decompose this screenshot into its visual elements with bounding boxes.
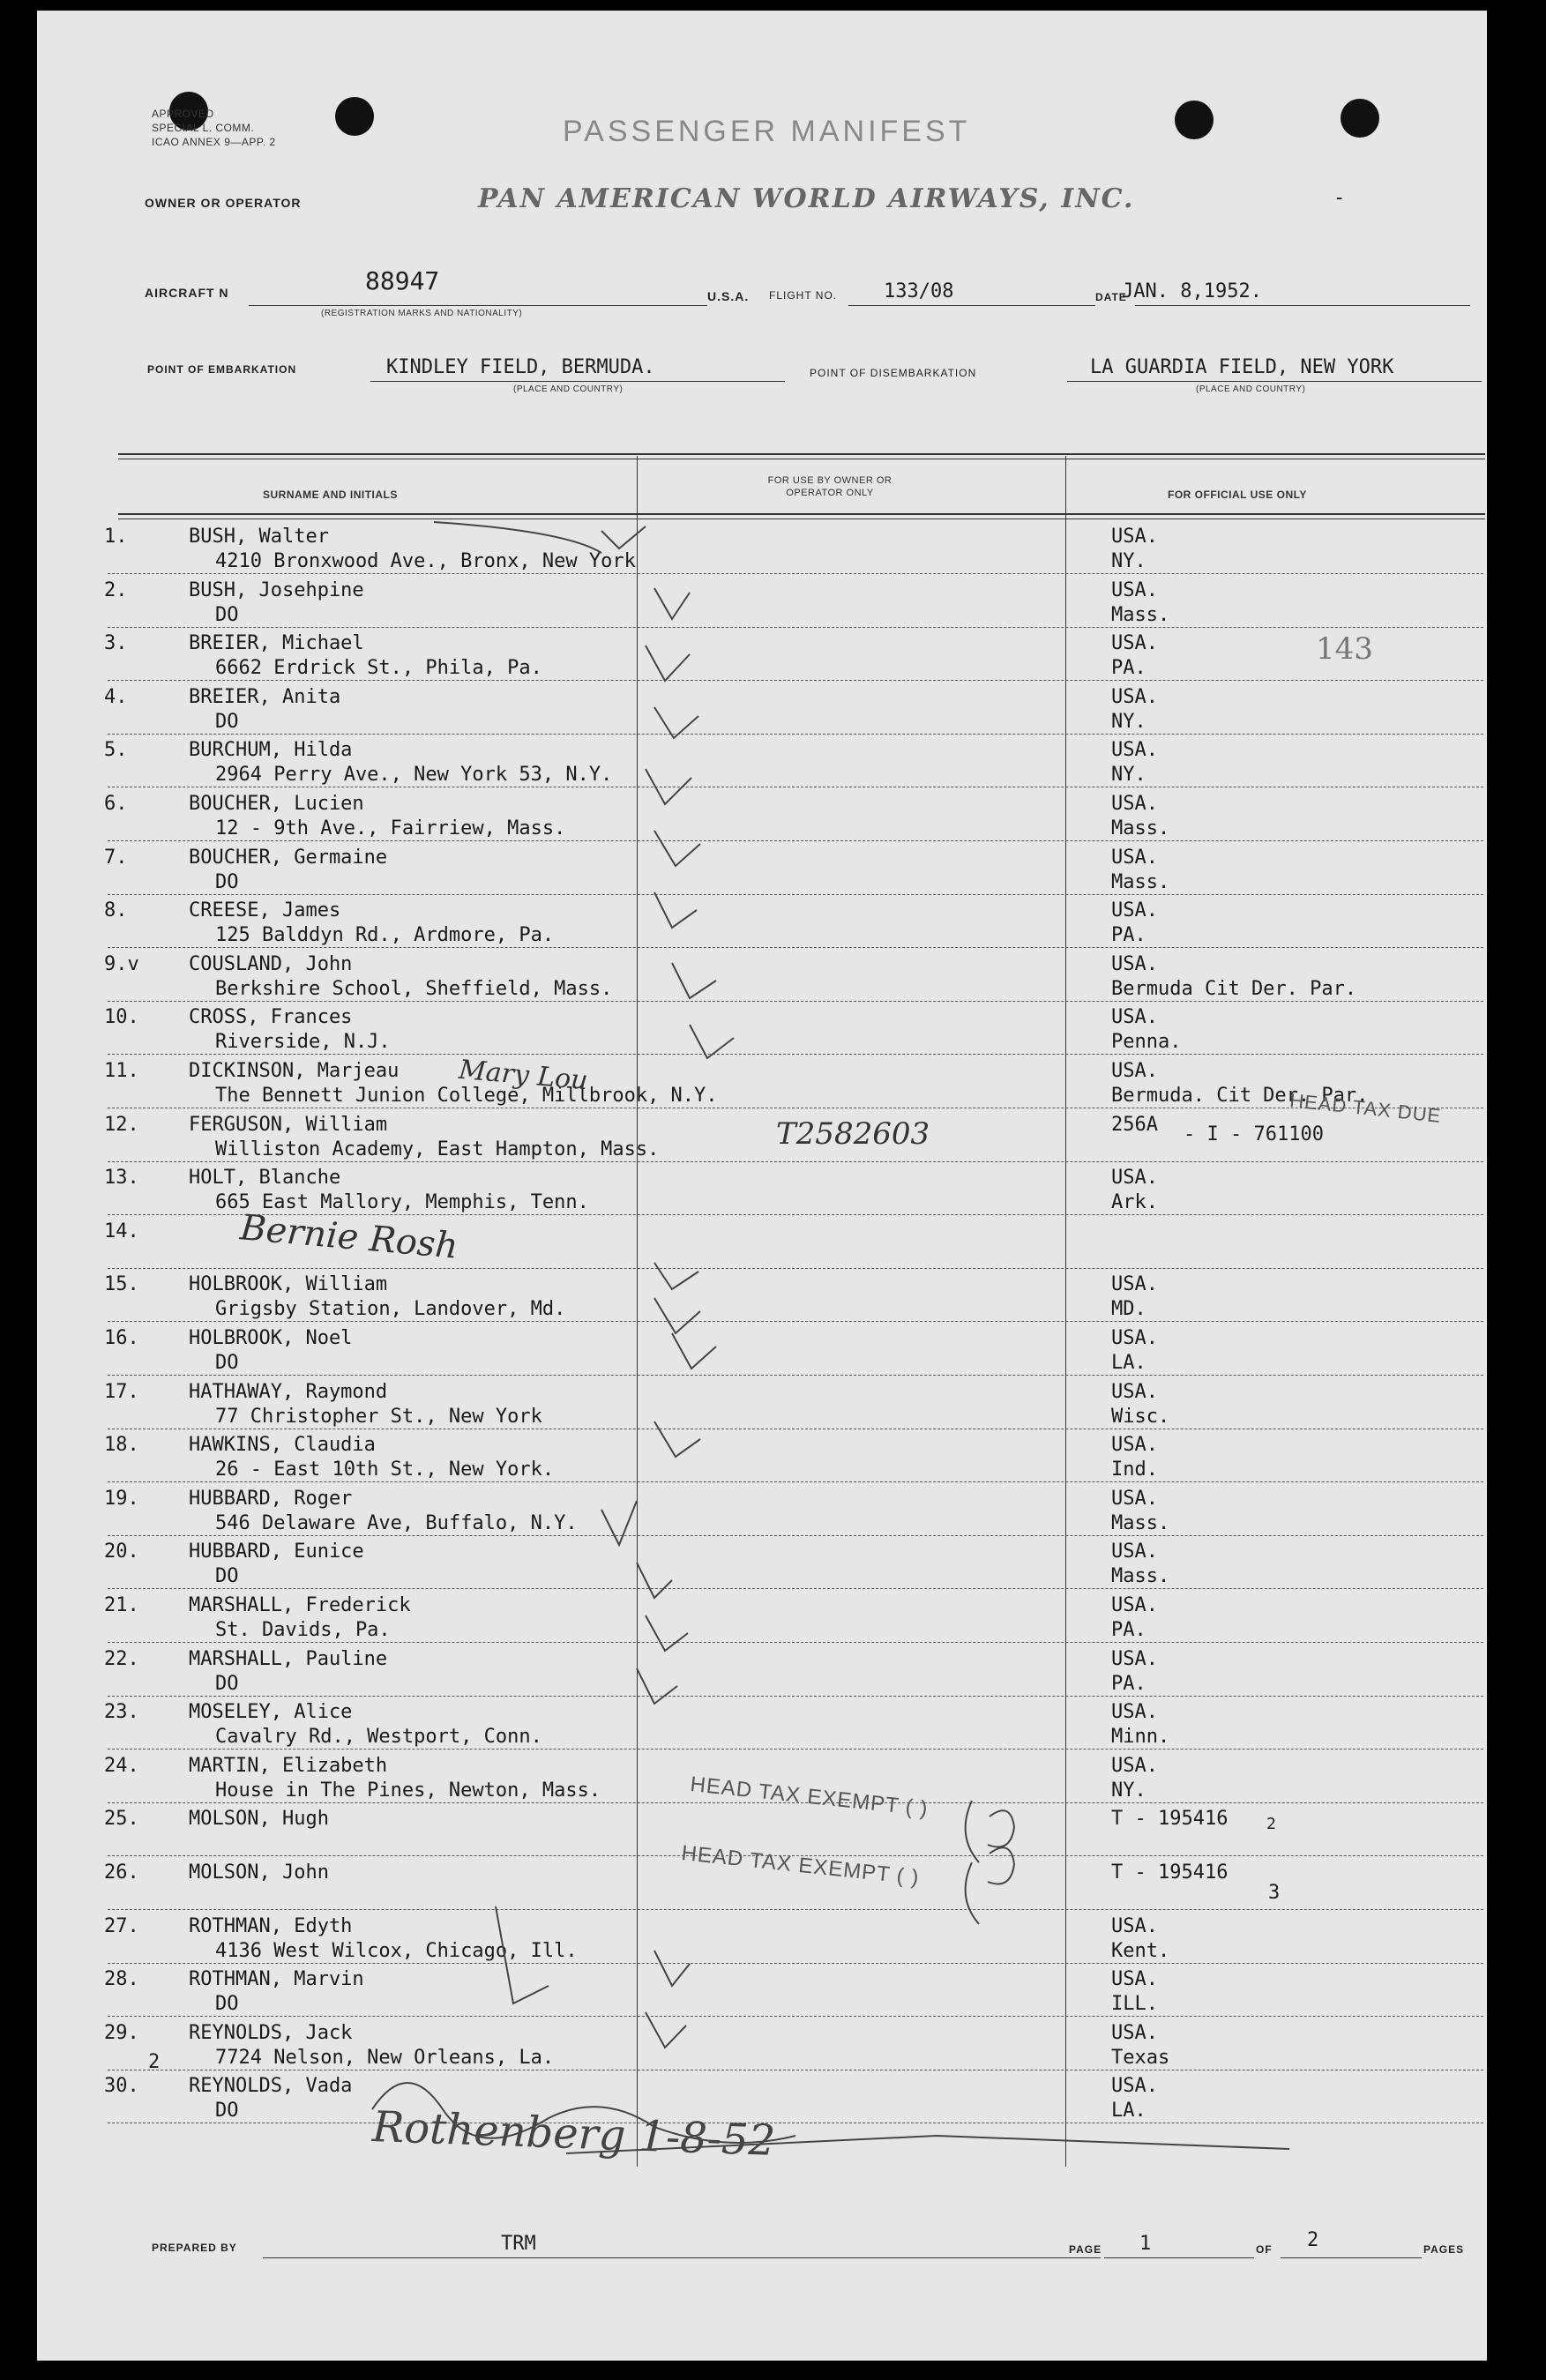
embarkation-value: KINDLEY FIELD, BERMUDA. [386,356,655,378]
passenger-nationality: USA. [1111,2021,1158,2044]
passenger-state: PA. [1111,1672,1146,1695]
passenger-name: COUSLAND, John [189,952,353,975]
col-header-owner-use: FOR USE BY OWNER OR OPERATOR ONLY [767,475,892,498]
passenger-number: 6. [104,793,128,815]
passenger-address: DO [215,1993,239,2016]
passenger-number: 30. [104,2075,139,2098]
row26-suffix: 3 [1268,1882,1281,1904]
passenger-name: MOLSON, Hugh [189,1808,329,1831]
sheet-number: 143 [1316,631,1373,667]
passenger-name: CROSS, Frances [189,1006,353,1029]
col-header-surname: SURNAME AND INITIALS [263,489,398,501]
passenger-nationality: USA. [1111,1647,1158,1670]
passenger-name: BUSH, Josehpine [189,578,364,601]
pages-total: 2 [1307,2229,1319,2251]
approval-line-1: APPROVED [152,108,214,120]
owner-value: PAN AMERICAN WORLD AIRWAYS, INC. [478,183,1135,214]
passenger-name: ROTHMAN, Edyth [189,1914,353,1937]
passenger-state: PA. [1111,1619,1146,1641]
owner-label: OWNER OR OPERATOR [145,196,302,210]
passenger-name: HUBBARD, Roger [189,1487,353,1510]
row11-handwritten: Mary Lou [457,1054,589,1097]
passenger-address: DO [215,603,239,626]
passenger-name: ROTHMAN, Marvin [189,1968,364,1991]
row14-handwritten: Bernie Rosh [238,1207,460,1267]
passenger-address: 12 - 9th Ave., Fairriew, Mass. [215,817,566,839]
row12-ticket: T2582603 [776,1116,930,1152]
passenger-name: HATHAWAY, Raymond [189,1380,388,1403]
head-tax-exempt-stamp-2: HEAD TAX EXEMPT ( ) [680,1840,921,1891]
page-label: PAGE [1069,2243,1102,2256]
handwritten-check-marks [37,11,1487,2361]
passenger-state: NY. [1111,1779,1146,1802]
passenger-state: Mass. [1111,817,1170,839]
passenger-nationality: USA. [1111,1006,1158,1029]
of-label: OF [1256,2243,1273,2256]
head-tax-exempt-stamp-1: HEAD TAX EXEMPT ( ) [689,1772,930,1822]
passenger-name: REYNOLDS, Jack [189,2021,353,2044]
passenger-address: DO [215,2100,239,2123]
approval-line-2: SPECIAL L. COMM. [152,122,255,134]
passenger-name: MOLSON, John [189,1861,329,1884]
passenger-address: The Bennett Junion College, Millbrook, N.Y. [215,1085,718,1107]
passenger-address: DO [215,1352,239,1374]
passenger-address: 6662 Erdrick St., Phila, Pa. [215,657,542,680]
passenger-nationality: USA. [1111,899,1158,922]
passenger-name: HAWKINS, Claudia [189,1434,376,1457]
passenger-address: Cavalry Rd., Westport, Conn. [215,1726,542,1749]
passenger-state: Penna. [1111,1031,1182,1054]
flight-date: JAN. 8,1952. [1122,280,1262,302]
passenger-state: Mass. [1111,1565,1170,1588]
usa-label: U.S.A. [707,289,750,303]
passenger-nationality: T - 195416 [1111,1861,1229,1884]
passenger-state: Minn. [1111,1726,1170,1749]
passenger-nationality: USA. [1111,1273,1158,1296]
passenger-address: Grigsby Station, Landover, Md. [215,1298,566,1321]
passenger-number: 22. [104,1647,139,1670]
passenger-name: HUBBARD, Eunice [189,1541,364,1563]
passenger-name: CREESE, James [189,899,341,922]
passenger-name: MARSHALL, Frederick [189,1594,411,1616]
passenger-number: 20. [104,1541,139,1563]
passenger-number: 5. [104,739,128,762]
passenger-number: 14. [104,1220,139,1242]
passenger-address: 2964 Perry Ave., New York 53, N.Y. [215,764,613,787]
passenger-nationality: USA. [1111,1434,1158,1457]
passenger-number: 2. [104,578,128,601]
passenger-nationality: USA. [1111,526,1158,548]
aircraft-label: AIRCRAFT N [145,286,229,300]
passenger-nationality: USA. [1111,1327,1158,1349]
row25-suffix: 2 [1266,1815,1276,1833]
passenger-state: NY. [1111,710,1146,733]
passenger-number: 19. [104,1487,139,1510]
passenger-number: 10. [104,1006,139,1029]
passenger-state: Texas [1111,2046,1170,2069]
passenger-nationality: USA. [1111,1968,1158,1991]
passenger-number: 17. [104,1380,139,1403]
passenger-address: DO [215,1565,239,1588]
passenger-nationality: USA. [1111,1167,1158,1190]
prepared-underline [263,2257,1101,2258]
passenger-state: LA. [1111,2100,1146,2123]
passenger-state: ILL. [1111,1993,1158,2016]
passenger-state: Wisc. [1111,1405,1170,1428]
passenger-nationality: USA. [1111,1594,1158,1616]
passenger-state: PA. [1111,657,1146,680]
passenger-name: FERGUSON, William [189,1113,388,1136]
passenger-address: Berkshire School, Sheffield, Mass. [215,977,613,1000]
passenger-number: 11. [104,1060,139,1082]
passenger-number: 9.v [104,952,139,975]
passenger-state: NY. [1111,550,1146,572]
passenger-number: 12. [104,1113,139,1136]
passenger-name: BURCHUM, Hilda [189,739,353,762]
passenger-state: Ark. [1111,1191,1158,1214]
passenger-name: BOUCHER, Germaine [189,846,388,869]
passenger-state: Bermuda Cit Der. Par. [1111,977,1357,1000]
flight-number: 133/08 [884,280,954,302]
aircraft-number: 88947 [365,266,440,295]
embarkation-caption: (PLACE AND COUNTRY) [513,384,624,394]
flight-label: FLIGHT NO. [769,289,838,302]
page-underline [1104,2257,1254,2258]
passenger-number: 7. [104,846,128,869]
passenger-name: BUSH, Walter [189,526,329,548]
passenger-state: MD. [1111,1298,1146,1321]
passenger-name: MOSELEY, Alice [189,1701,353,1724]
passenger-address: 26 - East 10th St., New York. [215,1459,555,1481]
passenger-state: NY. [1111,764,1146,787]
passenger-name: BOUCHER, Lucien [189,793,364,815]
passenger-nationality: USA. [1111,739,1158,762]
embarkation-label: POINT OF EMBARKATION [147,363,297,376]
passenger-state: Bermuda. Cit Der. Par. [1111,1085,1369,1107]
passenger-nationality: USA. [1111,952,1158,975]
passenger-address: 546 Delaware Ave, Buffalo, N.Y. [215,1511,578,1534]
passenger-address: 4210 Bronxwood Ave., Bronx, New York [215,550,636,572]
passenger-nationality: USA. [1111,632,1158,655]
passenger-address: 7724 Nelson, New Orleans, La. [215,2046,555,2069]
registration-caption: (REGISTRATION MARKS AND NATIONALITY) [321,309,523,318]
passenger-name: HOLT, Blanche [189,1167,341,1190]
head-tax-due-stamp: HEAD TAX DUE [1288,1089,1443,1127]
passenger-nationality: USA. [1111,1487,1158,1510]
passenger-number: 13. [104,1167,139,1190]
passenger-number: 3. [104,632,128,655]
footer-handwritten: Rothenberg 1-8-52 [371,2102,777,2166]
passenger-number: 21. [104,1594,139,1616]
passenger-address: 125 Balddyn Rd., Ardmore, Pa. [215,924,555,947]
passenger-state: Mass. [1111,603,1170,626]
date-label: DATE [1095,291,1127,303]
passenger-number: 27. [104,1914,139,1937]
passenger-state: LA. [1111,1352,1146,1374]
passenger-state: Kent. [1111,1939,1170,1962]
passenger-nationality: 256A [1111,1113,1158,1136]
passenger-nationality: USA. [1111,578,1158,601]
passenger-nationality: USA. [1111,1914,1158,1937]
disembarkation-caption: (PLACE AND COUNTRY) [1196,384,1306,394]
page-number: 1 [1139,2233,1152,2255]
pages-label: PAGES [1423,2243,1465,2256]
passenger-name: BREIER, Anita [189,685,341,708]
passenger-address: DO [215,1672,239,1695]
passenger-state: Mass. [1111,1511,1170,1534]
passenger-number: 29. [104,2021,139,2044]
passenger-state: Ind. [1111,1459,1158,1481]
passenger-number: 8. [104,899,128,922]
passenger-number: 24. [104,1754,139,1777]
passenger-number: 15. [104,1273,139,1296]
col-header-official: FOR OFFICIAL USE ONLY [1168,489,1307,501]
document-title: PASSENGER MANIFEST [563,115,971,148]
passenger-state: PA. [1111,924,1146,947]
dash-mark: - [1333,187,1346,209]
row29-side: 2 [148,2051,161,2073]
passenger-nationality: USA. [1111,1541,1158,1563]
row12-code: - I - 761100 [1184,1123,1324,1145]
passenger-name: HOLBROOK, Noel [189,1327,353,1349]
passenger-number: 23. [104,1701,139,1724]
passenger-address: DO [215,710,239,733]
passenger-nationality: USA. [1111,793,1158,815]
passenger-name: MARSHALL, Pauline [189,1647,388,1670]
passenger-address: 665 East Mallory, Memphis, Tenn. [215,1191,589,1214]
passenger-address: DO [215,870,239,893]
passenger-nationality: USA. [1111,1754,1158,1777]
passenger-name: HOLBROOK, William [189,1273,388,1296]
passenger-name: MARTIN, Elizabeth [189,1754,388,1777]
passenger-nationality: USA. [1111,1701,1158,1724]
passenger-nationality: USA. [1111,846,1158,869]
passenger-address: 77 Christopher St., New York [215,1405,542,1428]
passenger-state: Mass. [1111,870,1170,893]
passenger-number: 25. [104,1808,139,1831]
passenger-name: BREIER, Michael [189,632,364,655]
passenger-name: DICKINSON, Marjeau [189,1060,400,1082]
passenger-nationality: T - 195416 [1111,1808,1229,1831]
of-underline [1281,2257,1422,2258]
passenger-number: 18. [104,1434,139,1457]
passenger-address: House in The Pines, Newton, Mass. [215,1779,601,1802]
passenger-nationality: USA. [1111,1380,1158,1403]
passenger-number: 4. [104,685,128,708]
passenger-nationality: USA. [1111,1060,1158,1082]
manifest-sheet [37,11,1487,2361]
disembarkation-label: POINT OF DISEMBARKATION [810,367,977,379]
passenger-address: 4136 West Wilcox, Chicago, Ill. [215,1939,578,1962]
passenger-address: Riverside, N.J. [215,1031,391,1054]
passenger-number: 28. [104,1968,139,1991]
passenger-number: 26. [104,1861,139,1884]
passenger-name: REYNOLDS, Vada [189,2075,353,2098]
prepared-by-value: TRM [501,2233,536,2255]
passenger-number: 16. [104,1327,139,1349]
passenger-address: Williston Academy, East Hampton, Mass. [215,1138,660,1160]
passenger-nationality: USA. [1111,685,1158,708]
passenger-number: 1. [104,526,128,548]
disembarkation-value: LA GUARDIA FIELD, NEW YORK [1090,356,1394,378]
passenger-address: St. Davids, Pa. [215,1619,391,1641]
prepared-by-label: PREPARED BY [152,2242,237,2254]
passenger-nationality: USA. [1111,2075,1158,2098]
approval-line-3: ICAO ANNEX 9—APP. 2 [152,136,276,148]
